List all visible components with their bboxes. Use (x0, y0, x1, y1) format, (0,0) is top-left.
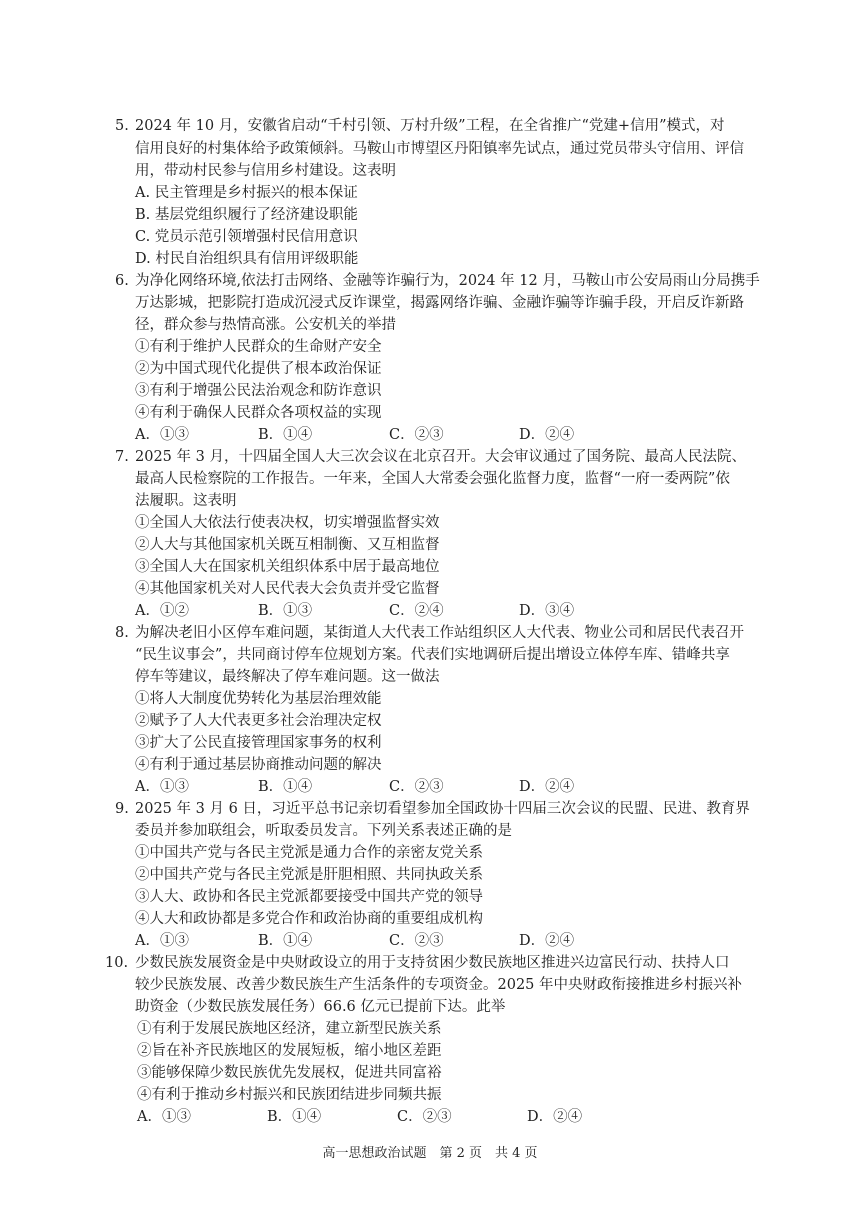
question-10-item-2: ②旨在补齐民族地区的发展短板，缩小地区差距 (137, 1043, 442, 1059)
question-number: 9. (115, 801, 129, 817)
choice-c: C．②③ (389, 427, 444, 443)
question-9-item-4: ④人大和政协都是多党合作和政治协商的重要组成机构 (135, 911, 483, 927)
question-6-item-1: ①有利于维护人民群众的生命财产安全 (135, 339, 382, 355)
question-7-line-3: 法履职。这表明 (135, 493, 237, 509)
question-10-item-4: ④有利于推动乡村振兴和民族团结进步同频共振 (137, 1087, 442, 1103)
question-5-line-3: 用，带动村民参与信用乡村建设。这表明 (135, 163, 396, 179)
choice-d: D．②④ (527, 1109, 583, 1125)
question-10-line-1: 10. 少数民族发展资金是中央财政设立的用于支持贫困少数民族地区推进兴边富民行动、扶持人口 (105, 952, 730, 974)
question-9-line-1: 9. 2025 年 3 月 6 日，习近平总书记亲切看望参加全国政协十四届三次会议的民盟、民进、教育界 (115, 798, 750, 820)
choice-b: B．①④ (258, 427, 313, 443)
question-5-line-2: 信用良好的村集体给予政策倾斜。马鞍山市博望区丹阳镇率先试点，通过党员带头守信用、评信 (135, 141, 744, 157)
question-10-line-2: 较少民族发展、改善少数民族生产生活条件的专项资金。2025 年中央财政衔接推进乡村振兴补 (135, 977, 743, 993)
question-9-item-2: ②中国共产党与各民主党派是肝胆相照、共同执政关系 (135, 867, 483, 883)
question-7-item-4: ④其他国家机关对人民代表大会负责并受它监督 (135, 581, 440, 597)
question-7-line-2: 最高人民检察院的工作报告。一年来，全国人大常委会强化监督力度，监督“一府一委两院”依 (135, 471, 730, 487)
choice-d: D．②④ (519, 779, 575, 795)
choice-a: A．①③ (135, 779, 189, 795)
choice-b: B．①④ (258, 779, 313, 795)
question-5-option-a: A. 民主管理是乡村振兴的根本保证 (135, 185, 358, 201)
question-8-item-4: ④有利于通过基层协商推动问题的解决 (135, 757, 382, 773)
question-8-line-3: 停车等建议，最终解决了停车难问题。这一做法 (135, 669, 440, 685)
choice-a: A．①② (135, 603, 189, 619)
question-number: 6. (115, 273, 129, 289)
choice-d: D．②④ (519, 427, 575, 443)
choice-b: B．①③ (258, 603, 313, 619)
choice-b: B．①④ (258, 933, 313, 949)
question-5-option-b: B. 基层党组织履行了经济建设职能 (135, 207, 358, 223)
question-number: 10. (105, 955, 129, 971)
question-9-item-3: ③人大、政协和各民主党派都要接受中国共产党的领导 (135, 889, 483, 905)
question-10-item-3: ③能够保障少数民族优先发展权，促进共同富裕 (137, 1065, 442, 1081)
choice-c: C．②③ (397, 1109, 452, 1125)
choice-c: C．②③ (389, 933, 444, 949)
page-footer: 高一思想政治试题 第 2 页 共 4 页 (322, 1146, 538, 1161)
question-10-item-1: ①有利于发展民族地区经济，建立新型民族关系 (137, 1021, 442, 1037)
question-9-item-1: ①中国共产党与各民主党派是通力合作的亲密友党关系 (135, 845, 483, 861)
question-5-option-c: C. 党员示范引领增强村民信用意识 (135, 229, 358, 245)
question-9-line-2: 委员并参加联组会，听取委员发言。下列关系表述正确的是 (135, 823, 512, 839)
question-5-line-1: 5. 2024 年 10 月，安徽省启动“千村引领、万村升级”工程，在全省推广“党建+信用”模式，对 (115, 115, 724, 137)
choice-a: A．①③ (135, 933, 189, 949)
question-8-line-1: 8. 为解决老旧小区停车难问题，某街道人大代表工作站组织区人大代表、物业公司和居民代表召开 (115, 622, 744, 644)
question-6-line-3: 径，群众参与热情高涨。公安机关的举措 (135, 317, 396, 333)
choice-c: C．②④ (389, 603, 444, 619)
question-number: 5. (115, 118, 129, 134)
choice-b: B．①④ (267, 1109, 322, 1125)
question-number: 7. (115, 449, 129, 465)
question-6-item-3: ③有利于增强公民法治观念和防诈意识 (135, 383, 382, 399)
question-6-item-2: ②为中国式现代化提供了根本政治保证 (135, 361, 382, 377)
question-7-line-1: 7. 2025 年 3 月，十四届全国人大三次会议在北京召开。大会审议通过了国务院、最高人民法院、 (115, 446, 746, 468)
choice-d: D．②④ (519, 933, 575, 949)
question-7-item-2: ②人大与其他国家机关既互相制衡、又互相监督 (135, 537, 440, 553)
choice-d: D．③④ (519, 603, 575, 619)
question-8-line-2: “民生议事会”，共同商讨停车位规划方案。代表们实地调研后提出增设立体停车库、错峰共享 (135, 647, 730, 663)
question-number: 8. (115, 625, 129, 641)
question-6-line-1: 6. 为净化网络环境,依法打击网络、金融等诈骗行为，2024 年 12 月，马鞍山市公安局雨山分局携手 (115, 270, 760, 292)
question-6-line-2: 万达影城，把影院打造成沉浸式反诈课堂，揭露网络诈骗、金融诈骗等诈骗手段，开启反诈新路 (135, 295, 744, 311)
question-8-item-2: ②赋予了人大代表更多社会治理决定权 (135, 713, 382, 729)
question-5-option-d: D. 村民自治组织具有信用评级职能 (135, 251, 359, 267)
choice-a: A．①③ (137, 1109, 191, 1125)
choice-c: C．②③ (389, 779, 444, 795)
question-7-item-3: ③全国人大在国家机关组织体系中居于最高地位 (135, 559, 440, 575)
question-7-item-1: ①全国人大依法行使表决权，切实增强监督实效 (135, 515, 440, 531)
question-6-item-4: ④有利于确保人民群众各项权益的实现 (135, 405, 382, 421)
question-10-line-3: 助资金（少数民族发展任务）66.6 亿元已提前下达。此举 (135, 999, 506, 1015)
question-8-item-3: ③扩大了公民直接管理国家事务的权利 (135, 735, 382, 751)
question-8-item-1: ①将人大制度优势转化为基层治理效能 (135, 691, 382, 707)
choice-a: A．①③ (135, 427, 189, 443)
